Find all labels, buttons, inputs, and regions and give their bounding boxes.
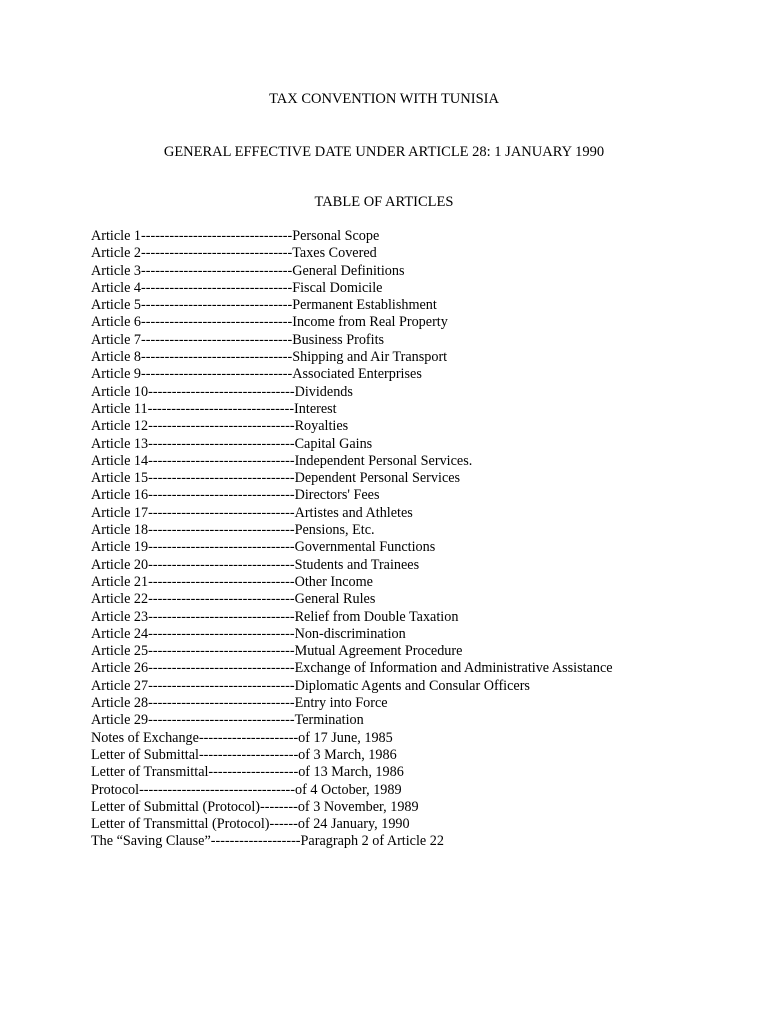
toc-entry: Article 4--------------------------------Fiscal Domicile xyxy=(91,279,383,296)
document-title: TAX CONVENTION WITH TUNISIA xyxy=(269,91,499,107)
table-of-articles-heading: TABLE OF ARTICLES xyxy=(314,194,454,210)
toc-entry: Article 26-------------------------------Exchange of Information and Administrative Assistance xyxy=(91,660,613,677)
toc-entry: Article 14-------------------------------Independent Personal Services. xyxy=(91,452,473,469)
toc-entry: Article 5--------------------------------Permanent Establishment xyxy=(91,297,437,314)
toc-entry: Letter of Submittal---------------------of 3 March, 1986 xyxy=(91,746,397,763)
toc-entry: Letter of Transmittal (Protocol)------of 24 January, 1990 xyxy=(91,816,410,833)
toc-entry: Article 23-------------------------------Relief from Double Taxation xyxy=(91,608,459,625)
toc-entry: Article 9--------------------------------Associated Enterprises xyxy=(91,366,422,383)
toc-entry: Article 12-------------------------------Royalties xyxy=(91,418,349,435)
toc-entry: Article 25-------------------------------Mutual Agreement Procedure xyxy=(91,643,463,660)
toc-entry: Article 19-------------------------------Governmental Functions xyxy=(91,539,436,556)
toc-entry: Letter of Submittal (Protocol)--------of 3 November, 1989 xyxy=(91,798,419,815)
toc-entry: Article 2--------------------------------Taxes Covered xyxy=(91,245,377,262)
effective-date-heading: GENERAL EFFECTIVE DATE UNDER ARTICLE 28: 1 JANUARY 1990 xyxy=(163,144,605,160)
toc-entry: Article 10-------------------------------Dividends xyxy=(91,383,353,400)
toc-entry: Article 22-------------------------------General Rules xyxy=(91,591,376,608)
toc-entry: Article 16-------------------------------Directors' Fees xyxy=(91,487,380,504)
toc-entry: The “Saving Clause”-------------------Paragraph 2 of Article 22 xyxy=(91,833,444,850)
toc-entry: Article 6--------------------------------Income from Real Property xyxy=(91,314,448,331)
toc-entry: Protocol---------------------------------of 4 October, 1989 xyxy=(91,781,402,798)
toc-entry: Article 17-------------------------------Artistes and Athletes xyxy=(91,504,413,521)
toc-entry: Notes of Exchange---------------------of 17 June, 1985 xyxy=(91,729,393,746)
toc-entry: Article 1--------------------------------Personal Scope xyxy=(91,228,380,244)
toc-entry: Article 11-------------------------------Interest xyxy=(91,400,337,417)
table-of-articles-list xyxy=(91,228,613,851)
toc-entry: Letter of Transmittal-------------------of 13 March, 1986 xyxy=(91,764,404,781)
toc-entry: Article 8--------------------------------Shipping and Air Transport xyxy=(91,349,448,366)
toc-entry: Article 3--------------------------------General Definitions xyxy=(91,262,405,279)
toc-entry: Article 21-------------------------------Other Income xyxy=(91,573,373,590)
toc-entry: Article 28-------------------------------Entry into Force xyxy=(91,695,388,712)
toc-entry: Article 20-------------------------------Students and Trainees xyxy=(91,556,420,573)
toc-entry: Article 27-------------------------------Diplomatic Agents and Consular Officers xyxy=(91,677,530,694)
toc-entry: Article 15-------------------------------Dependent Personal Services xyxy=(91,470,461,487)
toc-entry: Article 13-------------------------------Capital Gains xyxy=(91,435,373,452)
toc-entry: Article 29-------------------------------Termination xyxy=(91,712,364,729)
toc-entry: Article 24-------------------------------Non-discrimination xyxy=(91,625,406,642)
toc-entry: Article 7--------------------------------Business Profits xyxy=(91,331,385,348)
toc-entry: Article 18-------------------------------Pensions, Etc. xyxy=(91,522,375,539)
